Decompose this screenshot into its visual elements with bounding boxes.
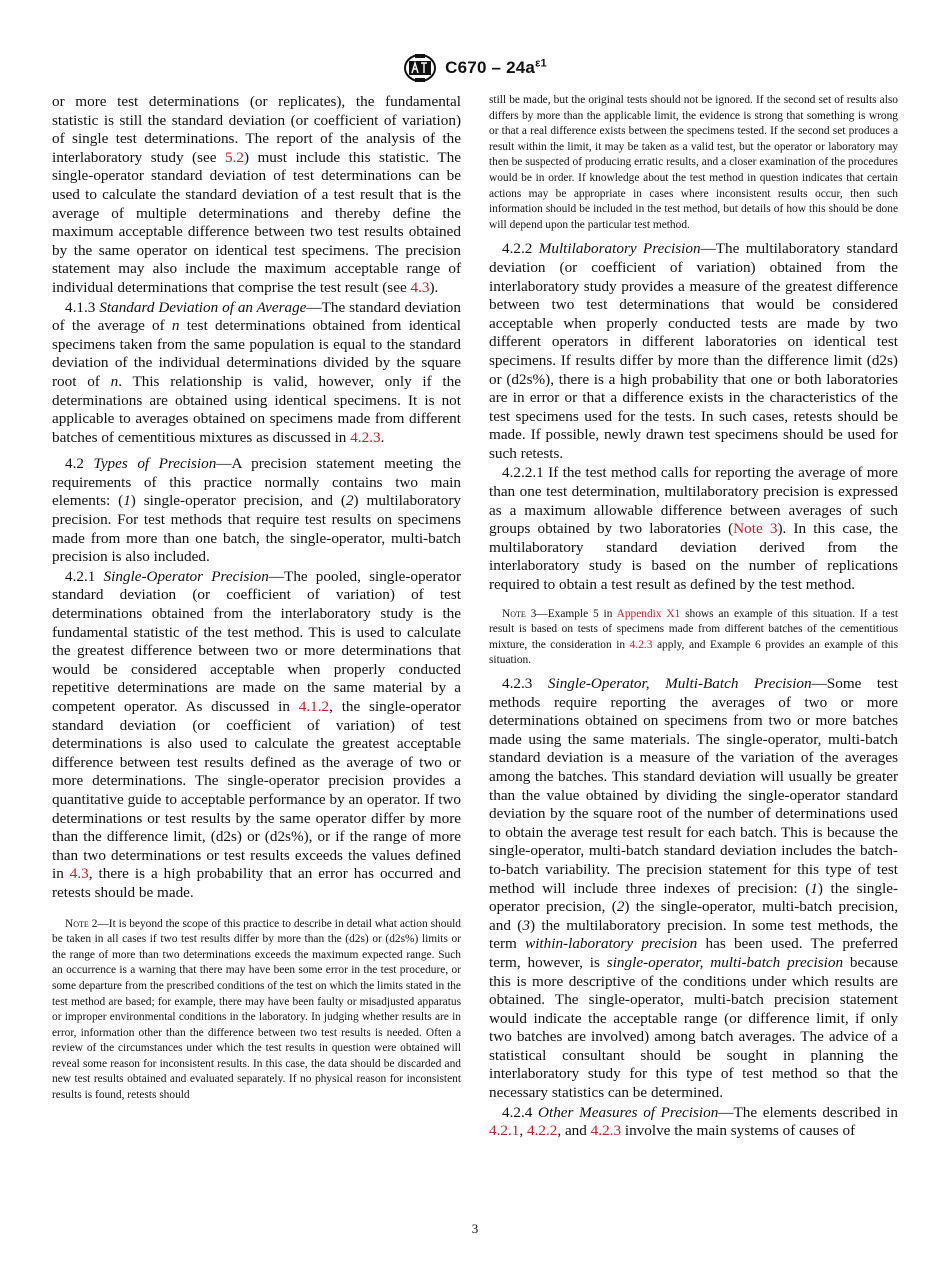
ref-link[interactable]: 4.1.2 [298, 698, 330, 715]
section-4-2-3: 4.2.3 Single-Operator, Multi-Batch Precision—Some test methods require reporting the averages of two or more determinations obtained on specimens from two or more batches made using the same materials. The single-operator, multi-batch standard deviation is a measure of the variation of the averages among the batches. This standard deviation will usually be greater than the value obtained by dividing the single-operator standard deviation by the square root of the number of determinations used to obtain the average test result for each batch. This is because the single-operator, multi-batch standard deviation includes the batch-to-batch variability. The precision statement for this type of test method will include three indexes of precision: (1) the single-operator precision, (2) the single-operator, multi-batch precision, and (3) the multilaboratory precision. In some test methods, the term within-laboratory precision has been used. The preferred term, however, is single-operator, multi-batch precision because this is more descriptive of the conditions under which results are obtained. The single-operator, multi-batch precision statement would indicate the acceptable range (or difference limit, if only two batches are involved) among batch averages. The advice of a statistical consultant should be sought in planning the interlaboratory study for this type of test method so that the necessary statistics can be determined. [489, 675, 898, 1102]
section-4-2-2-1: 4.2.2.1 If the test method calls for reporting the average of more than one test determination, multilaboratory precision is expressed as a maximum allowable difference between averages of such groups obtained by two laboratories (Note 3). In this case, the multilaboratory standard deviation derived from the interlaboratory study is based on the number of replications required to obtain a test result as defined by the test method. [489, 464, 899, 594]
ref-link[interactable]: 4.3 [69, 865, 89, 883]
section-4-2-4: 4.2.4 Other Measures of Precision—The elements described in 4.2.1, 4.2.2, and 4.2.3 involve the main systems of causes of [489, 1103, 898, 1140]
ref-link[interactable]: 4.2.1 [489, 1122, 520, 1140]
section-4-2: 4.2 Types of Precision—A precision statement meeting the requirements of this practice normally contains two main elements: (1) single-operator precision, and (2) multilaboratory precision. For test methods that require test results on specimens made from more than one batch, the single-operator, multi-batch precision is also included. [52, 455, 462, 566]
page-header [0, 53, 950, 83]
left-column [52, 93, 461, 1110]
document-id: $C670 - 24a^{\varepsilon 1}$ [445, 57, 547, 77]
ref-link[interactable]: 4.3 [410, 278, 430, 296]
ref-link[interactable]: 4.2.3 [590, 1122, 622, 1140]
section-4-2-2: 4.2.2 Multilaboratory Precision—The multilaboratory standard deviation (or coefficient of variation) obtained from the interlaboratory study provides a measure of the greatest difference between two test determinations that would be considered acceptable when properly conducted tests are made by two different operators in different laboratories on identical test specimens. If results differ by more than the difference limit (d2s) or (d2s%), there is a high probability that one or both laboratories are in error or that a difference exists in the characteristics of the test specimens used for the tests. In such cases, retests should be made. If possible, newly drawn test specimens should be used for such retests. [489, 240, 898, 462]
ref-link[interactable]: 4.2.3 [350, 428, 381, 446]
note-2-continuation: still be made, but the original tests should not be ignored. If the second set of results also differs by more than the applicable limit, the evidence is strong that something is wrong or that a real difference exists between the specimens tested. If the second set produces a result within the limit, it may be taken as a valid test, but the operator or laboratory may then be suspected of producing erratic results, and a closer examination of the procedures would be in order. If knowledge about the test method in question indicates that certain actions may be appropriate in cases where inconsistent results occur, then such information should be included in the test method, but details of how this should be done will depend upon the particular test method. [489, 94, 898, 231]
ref-link[interactable]: 4.2.2 [526, 1122, 558, 1140]
right-column [489, 93, 898, 1142]
note-2: Note 2—It is beyond the scope of this practice to describe in detail what action should be taken in all cases if two test results differ by more than the (d2s) or (d2s%) limits or the range of more than two determinations exceeds the maximum expected range. Such an occurrence is a warning that there may have been some error in the test procedure, or some departure from the prescribed conditions of the test on which the limits stated in the test method are based; for example, there may have been faulty or misadjusted apparatus or improper environmental conditions in the laboratory. In judging whether results are in error, information other than the difference between two test results is needed. Often a review of the circumstances under which the test results in question were obtained will reveal some reason for inconsistent results. In this case, the data should be discarded and new test results obtained and evaluated separately. If no physical reason for inconsistent results is found, retests should [52, 917, 461, 1102]
paragraph-continuation: or more test determinations (or replicates), the fundamental statistic is still the standard deviation (or coefficient of variation) of single test determinations. The report of the analysis of the interlaboratory study (see 5.2) must include this statistic. The single-operator standard deviation of test determinations can be used to calculate the standard deviation of a test result that is the average of multiple determinations and thereby define the maximum acceptable difference between two test results obtained by the same operator on identical test specimens. The precision statement may also include the maximum acceptable range of individual determinations that comprise the test result (see 4.3). [52, 93, 461, 296]
ref-link[interactable]: Appendix X1 [616, 607, 681, 620]
section-4-1-3: 4.1.3 Standard Deviation of an Average—The standard deviation of the average of n test determinations obtained from identical specimens taken from the same population is equal to the standard deviation of the individual determinations divided by the square root of n. This relationship is valid, however, only if the determinations are obtained using identical specimens. It is not applicable to averages obtained on specimens made from different batches of cementitious mixtures as discussed in 4.2.3. [52, 298, 461, 446]
section-4-2-1: 4.2.1 Single-Operator Precision—The pooled, single-operator standard deviation (or coefficient of variation) of test determinations obtained from the interlaboratory study is the fundamental statistic of the test method. This is used to calculate the greatest difference between two or more determinations that would be considered acceptable when properly conducted repetitive determinations are made on the same material by a competent operator. As discussed in 4.1.2, the single-operator standard deviation (or coefficient of variation) of test determinations is also used to calculate the greatest acceptable difference between test results defined as the average of two or more determinations. The single-operator precision provides a quantitative guide to acceptable performance by an operator. If two determinations or test results by the same operator differ by more than the difference limit, (d2s) or (d2s%), or if the range of more than two determinations or test results exceeds the values defined in 4.3, there is a high probability that an error has occurred and retests should be made. [52, 567, 461, 901]
ref-link[interactable]: Note 3 [733, 520, 778, 538]
note-3: Note 3—Example 5 in Appendix X1 shows an example of this situation. If a test result is based on tests of specimens made from different batches of the cementitious mixture, the consideration in 4.2.3 apply, and Example 6 provides an example of this situation. [489, 607, 898, 667]
ref-link[interactable]: 5.2 [224, 148, 244, 166]
ref-link[interactable]: 4.2.3 [629, 638, 653, 651]
astm-logo [403, 53, 437, 83]
page-number: 3 [471, 1221, 479, 1236]
